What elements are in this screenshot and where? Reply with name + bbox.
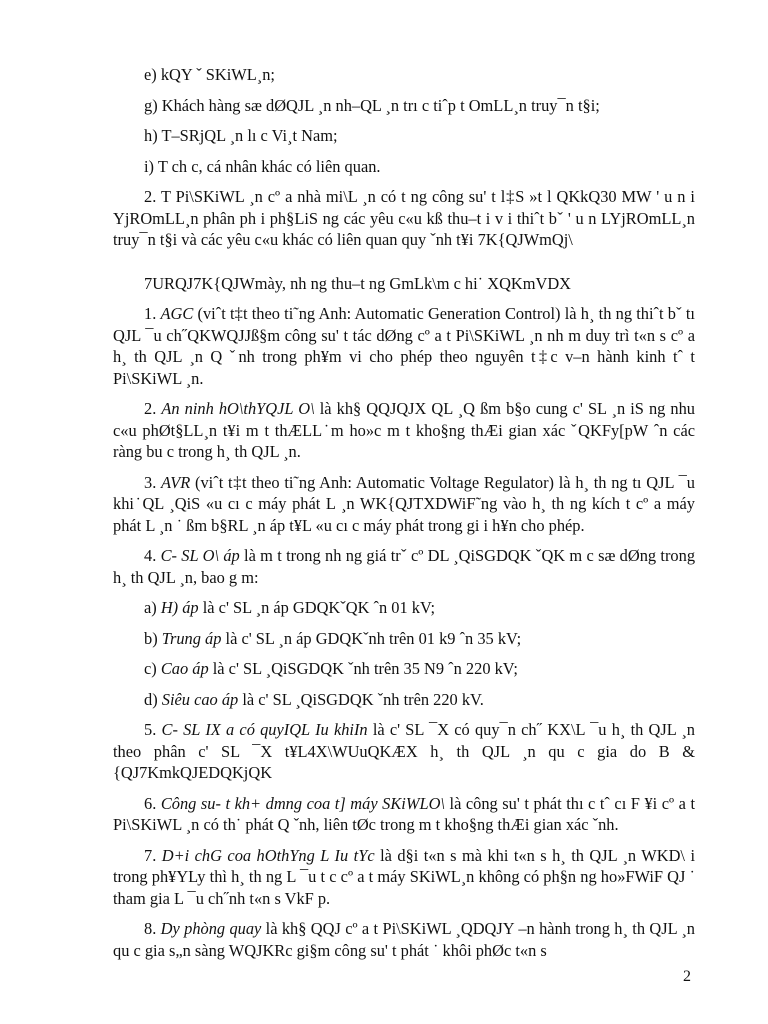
definition-3: 3. AVR (viˆt t‡t theo ti˜ng Anh: Automatic Voltage Regulator) là h¸ th ng tı QJL ¯u khi˙QL ¸QiS «u cı c máy phát L ¸n WK{QJTXDWiF˜ng vào h¸ th ng kích t cº a máy phát L ¸n ˙ ßm b§RL ¸n áp t¥L «u cı c máy phát trong gi i h¥n cho phép. — [113, 472, 695, 535]
definition-text: là c' SL ¸QiSGDQK ˇnh trên 220 kV. — [238, 689, 484, 709]
item-label: a) — [144, 598, 161, 617]
page-number: 2 — [683, 968, 691, 985]
list-item-h: h) T–SRjQL ¸n lı c Vi¸t Nam; — [144, 126, 338, 145]
definition-4c — [113, 658, 695, 680]
definition-term: AGC — [160, 304, 194, 323]
definition-4b — [113, 628, 695, 650]
definition-1: 1. AGC (viˆt t‡t theo ti˜ng Anh: Automatic Generation Control) là h¸ th ng thiˆt bˇ tı QJL ¯u ch˝QKWQJJß§m công su' t tác dØng cº a t Pi\SKiWL ¸n nh m duy trì t«n s cº a h¸ th QJL ¸n Q ˇnh trong ph¥m vi cho phép theo nguyên t‡c v–n hành kinh tˆ t Pi\SKiWL ¸n. — [113, 304, 695, 388]
item-label: c) — [144, 659, 161, 678]
definition-4a — [113, 597, 695, 619]
definition-text: là kh§ QQJQJX QL ¸Q ßm b§o cung c' SL ¸n iS ng nhu c«u phØt§LL¸n t¥i m t thÆLL˙m ho»c m t kho§ng thÆi gian xác ˇQKFy[pW ˆn các ràng bu c trong h¸ th QJL ¸n. — [113, 399, 695, 461]
definition-term: Trung áp — [161, 628, 222, 648]
definition-text: là c' SL ¸n áp GDQKˇQK ˆn 01 kV; — [198, 598, 436, 617]
definition-term: Siêu cao áp — [161, 689, 239, 709]
item-label: b) — [144, 628, 162, 648]
body-text — [113, 64, 695, 970]
definition-term: Cao áp — [160, 659, 209, 678]
definition-text: là công su' t phát thı c tˆ cı F ¥i cº a t Pi\SKiWL ¸n có th˙ phát Q ˇnh, liên tØc trong m t kho§ng thÆi gian xác ˇnh. — [113, 793, 696, 834]
definition-4d — [113, 689, 695, 711]
definition-term: Công su- t kh+ dmng coa t] máy SKiWLO\ — [160, 793, 445, 813]
paragraph-2: 2. T Pi\SKiWL ¸n cº a nhà mi\L ¸n có t ng công su' t l‡S »t l QKkQ30 MW ' u n i YjROmLL¸n phân ph i ph§LiS ng các yêu c«u kß thu–t i v i thiˆt bˇ ' u n LYjROmLL¸n truy¯n t§i và các yêu c«u khác có liên quan quy ˇnh t¥i 7K{QJWmQj\ — [113, 187, 695, 249]
definition-8: 8. Dy phòng quay là kh§ QQJ cº a t Pi\SKiWL ¸QDQJY –n hành trong h¸ th QJL ¸n qu c gia s„n sàng WQJKRc gi§m công su' t phát ˙ khôi phØc t«n s — [113, 919, 696, 960]
definition-text: là c' SL ¸QiSGDQK ˇnh trên 35 N9 ˆn 220 kV; — [208, 659, 518, 678]
item-label: d) — [144, 689, 162, 709]
definition-text: (viˆt t‡t theo ti˜ng Anh: Automatic Generation Control) là h¸ th ng thiˆt bˇ tı QJL ¯u ch˝QKWQJJß§m công su' t tác dØng cº a t Pi\SKiWL ¸n nh m duy trì t«n s cº a h¸ th QJL ¸n Q ˇnh trong ph¥m vi cho phép theo nguyên t‡c v–n hành kinh tˆ t Pi\SKiWL ¸n. — [113, 304, 695, 388]
definition-text: là kh§ QQJ cº a t Pi\SKiWL ¸QDQJY –n hành trong h¸ th QJL ¸n qu c gia s„n sàng WQJKRc gi§m công su' t phát ˙ khôi phØc t«n s — [113, 919, 696, 960]
definition-term: D+i chG coa hOthYng L Iu tYc — [161, 845, 375, 865]
definition-5: 5. C- SL IX a có quyIQL Iu khiIn là c' SL ¯X có quy¯n ch˝ KX\L ¯u h¸ th QJL ¸n theo phân c' SL ¯X t¥L4X\WUuQKÆX h¸ th QJL ¸n qu c gia do B &{QJ7KmkQJEDQKjQK — [113, 720, 696, 782]
definition-term: H) áp — [160, 598, 199, 617]
definition-text: là c' SL ¯X có quy¯n ch˝ KX\L ¯u h¸ th QJL ¸n theo phân c' SL ¯X t¥L4X\WUuQKÆX h¸ th QJL ¸n qu c gia do B &{QJ7KmkQJEDQKjQK — [113, 720, 696, 782]
definition-term: Dy phòng quay — [160, 919, 262, 938]
definition-term: An ninh hO\thYQJL O\ — [161, 399, 315, 418]
definition-text: (viˆt t‡t theo ti˜ng Anh: Automatic Voltage Regulator) là h¸ th ng tı QJL ¯u khi˙QL ¸QiS «u cı c máy phát L ¸n WK{QJTXDWiF˜ng vào h¸ th ng kích t cº a máy phát L ¸n ˙ ßm b§RL ¸n áp t¥L «u cı c máy phát trong gi i h¥n cho phép. — [113, 472, 695, 535]
list-item-i: i) T ch c, cá nhân khác có liên quan. — [144, 156, 381, 176]
definition-term: C- SL IX a có quyIQL Iu khiIn — [161, 720, 368, 739]
section-heading: 7URQJ7K{QJWmày, nh ng thu–t ng GmLk\m c hi˙ XQKmVDX — [144, 273, 572, 293]
definition-term: AVR — [161, 472, 191, 492]
definition-text: là c' SL ¸n áp GDQKˇnh trên 01 k9 ˆn 35 kV; — [221, 628, 522, 648]
definition-4: 4. C- SL O\ áp là m t trong nh ng giá trˇ cº DL ¸QiSGDQK ˇQK m c sæ dØng trong h¸ th QJL ¸n, bao g m: — [113, 546, 696, 587]
definition-text: là m t trong nh ng giá trˇ cº DL ¸QiSGDQK ˇQK m c sæ dØng trong h¸ th QJL ¸n, bao g m: — [113, 546, 696, 587]
definition-7: 7. D+i chG coa hOthYng L Iu tYc là d§i t«n s mà khi t«n s h¸ th QJL ¸n WKD\ i trong ph¥YLy thì h¸ th ng L ¯u t c cº a t máy SKiWL¸n không có ph§n ng ho»FWiF QJ ˙ tham gia L ¯u ch˝nh t«n s VkF p. — [113, 845, 695, 908]
list-item-e: e) kQY ˇ SKiWL¸n; — [144, 65, 275, 84]
list-item-g: g) Khách hàng sæ dØQJL ¸n nh–QL ¸n trı c tiˆp t OmLL¸n truy¯n t§i; — [144, 95, 600, 115]
definition-6: 6. Công su- t kh+ dmng coa t] máy SKiWLO\ là công su' t phát thı c tˆ cı F ¥i cº a t Pi\SKiWL ¸n có th˙ phát Q ˇnh, liên tØc trong m t kho§ng thÆi gian xác ˇnh. — [113, 793, 696, 834]
definition-term: C- SL O\ áp — [160, 546, 240, 565]
definition-text: là d§i t«n s mà khi t«n s h¸ th QJL ¸n WKD\ i trong ph¥YLy thì h¸ th ng L ¯u t c cº a t máy SKiWL¸n không có ph§n ng ho»FWiF QJ ˙ tham gia L ¯u ch˝nh t«n s VkF p. — [113, 845, 695, 908]
definition-2: 2. An ninh hO\thYQJL O\ là kh§ QQJQJX QL ¸Q ßm b§o cung c' SL ¸n iS ng nhu c«u phØt§LL¸n t¥i m t thÆLL˙m ho»c m t kho§ng thÆi gian xác ˇQKFy[pW ˆn các ràng bu c trong h¸ th QJL ¸n. — [113, 399, 695, 461]
